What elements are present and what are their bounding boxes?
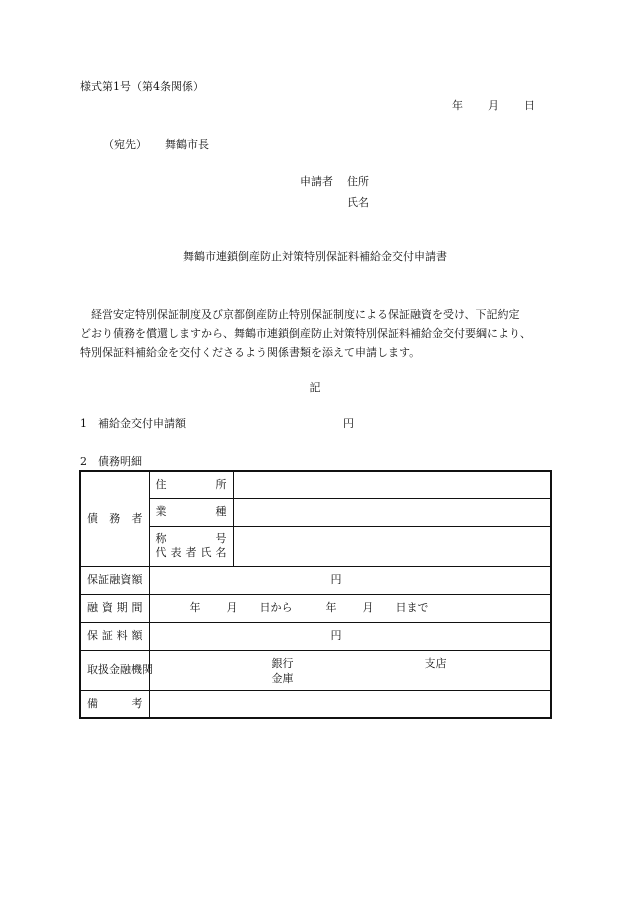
recipient bbox=[103, 138, 209, 152]
form-number: 様式第1号（第4条関係） bbox=[80, 80, 204, 93]
industry-value-cell[interactable] bbox=[233, 498, 551, 526]
item1-unit: 円 bbox=[343, 417, 354, 430]
loan-amount-label-cell bbox=[80, 566, 149, 594]
debt-detail-table bbox=[79, 470, 552, 719]
date-month-label: 月 bbox=[488, 99, 499, 112]
period-to-year: 年 bbox=[325, 601, 337, 614]
company-name-label: 称 号 bbox=[155, 532, 227, 545]
representative-label: 代 表 者 氏 名 bbox=[155, 546, 227, 559]
loan-period-value-cell[interactable] bbox=[149, 594, 551, 622]
body-line: 経営安定特別保証制度及び京都倒産防止特別保証制度による保証融資を受け、下記約定 bbox=[80, 308, 520, 321]
loan-amount-label: 保 証 融 資 額 bbox=[87, 573, 143, 586]
period-from-month: 月 bbox=[226, 601, 238, 614]
item2-label: 2 債務明細 bbox=[80, 455, 142, 468]
ki-heading: 記 bbox=[309, 381, 321, 394]
applicant-address-label: 住所 bbox=[347, 175, 369, 188]
period-from-year: 年 bbox=[189, 601, 201, 614]
guarantee-fee-unit: 円 bbox=[330, 629, 342, 642]
body-text bbox=[80, 305, 560, 362]
date-day-label: 日 bbox=[524, 99, 535, 112]
address-label-cell bbox=[149, 471, 233, 498]
applicant-address-line bbox=[300, 175, 369, 189]
recipient-name: 舞鶴市長 bbox=[165, 138, 209, 151]
bank-type-2: 金庫 bbox=[271, 671, 294, 685]
body-line: 特別保証料補給金を交付くださるよう関係書類を添えて申請します。 bbox=[80, 346, 421, 359]
remarks-label: 備 考 bbox=[87, 696, 143, 710]
company-value-cell[interactable] bbox=[233, 526, 551, 566]
date-line bbox=[452, 99, 535, 113]
loan-amount-value-cell[interactable] bbox=[149, 566, 551, 594]
industry-label-cell bbox=[149, 498, 233, 526]
date-year-label: 年 bbox=[452, 99, 463, 112]
address-value-cell[interactable] bbox=[233, 471, 551, 498]
period-from-day: 日から bbox=[259, 601, 293, 614]
company-label-cell bbox=[149, 526, 233, 566]
loan-period-label-cell bbox=[80, 594, 149, 622]
bank-type-1: 銀行 bbox=[271, 656, 294, 670]
branch-label: 支店 bbox=[424, 656, 447, 670]
bank-value-cell[interactable] bbox=[149, 650, 551, 690]
recipient-prefix: （宛先） bbox=[103, 138, 147, 151]
guarantee-fee-label-cell bbox=[80, 622, 149, 650]
guarantee-fee-label: 保 証 料 額 bbox=[87, 629, 143, 642]
address-label: 住 所 bbox=[155, 477, 227, 491]
guarantee-fee-value-cell[interactable] bbox=[149, 622, 551, 650]
industry-label: 業 種 bbox=[155, 505, 227, 518]
debtor-label: 債 務 者 bbox=[87, 511, 143, 525]
loan-amount-unit: 円 bbox=[330, 573, 342, 586]
period-to-day: 日まで bbox=[395, 601, 429, 614]
applicant-label: 申請者 bbox=[300, 175, 333, 188]
remarks-label-cell bbox=[80, 690, 149, 718]
applicant-name-label: 氏名 bbox=[347, 196, 369, 209]
period-to-month: 月 bbox=[362, 601, 374, 614]
remarks-value-cell[interactable] bbox=[149, 690, 551, 718]
item1-label: 1 補給金交付申請額 bbox=[80, 417, 186, 430]
body-line: どおり債務を償還しますから、舞鶴市連鎖倒産防止対策特別保証料補給金交付要綱により、 bbox=[80, 327, 531, 340]
debtor-label-cell bbox=[80, 471, 149, 566]
loan-period-label: 融 資 期 間 bbox=[87, 601, 143, 614]
bank-label-cell bbox=[80, 650, 153, 690]
document-title: 舞鶴市連鎖倒産防止対策特別保証料補給金交付申請書 bbox=[183, 250, 447, 263]
bank-label: 取 扱 金 融 機 関 bbox=[87, 663, 153, 676]
